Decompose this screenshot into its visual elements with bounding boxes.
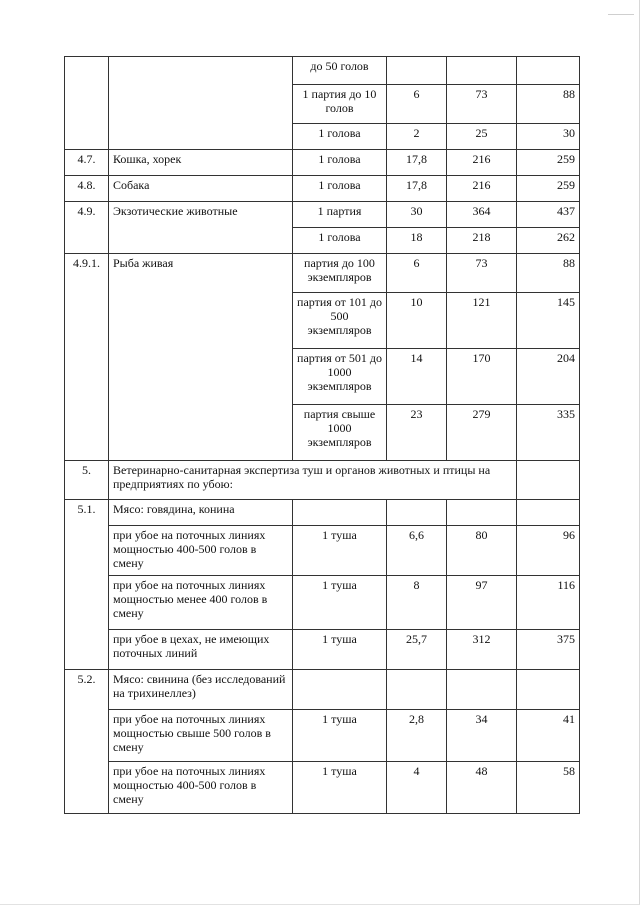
value-cell xyxy=(387,500,447,526)
table-row xyxy=(65,710,580,762)
table-row xyxy=(65,202,580,228)
item-name-cell: при убое в цехах, не имеющих поточных линий xyxy=(109,630,293,670)
value-cell: 437 xyxy=(517,202,580,228)
value-cell: 30 xyxy=(387,202,447,228)
unit-cell: партия от 101 до 500 экземпляров xyxy=(293,293,387,349)
value-cell: 6,6 xyxy=(387,526,447,576)
value-cell: 23 xyxy=(387,405,447,461)
table-row xyxy=(65,526,580,576)
item-name-cell: Мясо: говядина, конина xyxy=(109,500,293,526)
value-cell: 259 xyxy=(517,176,580,202)
value-cell: 116 xyxy=(517,576,580,630)
unit-cell: до 50 голов xyxy=(293,57,387,85)
value-cell: 216 xyxy=(447,150,517,176)
item-number-cell: 5.2. xyxy=(65,670,109,814)
unit-cell: 1 голова xyxy=(293,176,387,202)
table-row xyxy=(65,461,580,500)
unit-cell: партия свыше 1000 экземпляров xyxy=(293,405,387,461)
item-name-cell: Собака xyxy=(109,176,293,202)
value-cell: 4 xyxy=(387,762,447,814)
value-cell: 259 xyxy=(517,150,580,176)
item-name-cell: Кошка, хорек xyxy=(109,150,293,176)
item-name-cell: при убое на поточных линиях мощностью 400-500 голов в смену xyxy=(109,526,293,576)
value-cell: 30 xyxy=(517,124,580,150)
value-cell xyxy=(447,500,517,526)
item-number-cell: 4.9. xyxy=(65,202,109,254)
value-cell: 88 xyxy=(517,85,580,124)
value-cell: 312 xyxy=(447,630,517,670)
unit-cell: 1 партия xyxy=(293,202,387,228)
value-cell: 17,8 xyxy=(387,150,447,176)
unit-cell: 1 туша xyxy=(293,576,387,630)
item-number-cell: 5.1. xyxy=(65,500,109,670)
scan-corner-mark xyxy=(608,0,634,15)
value-cell: 170 xyxy=(447,349,517,405)
unit-cell: 1 туша xyxy=(293,630,387,670)
value-cell: 34 xyxy=(447,710,517,762)
value-cell: 14 xyxy=(387,349,447,405)
item-number-cell: 5. xyxy=(65,461,109,500)
item-name-cell: при убое на поточных линиях мощностью менее 400 голов в смену xyxy=(109,576,293,630)
value-cell xyxy=(387,670,447,710)
value-cell: 262 xyxy=(517,228,580,254)
value-cell: 121 xyxy=(447,293,517,349)
unit-cell: 1 голова xyxy=(293,150,387,176)
unit-cell: 1 туша xyxy=(293,762,387,814)
value-cell xyxy=(447,670,517,710)
unit-cell: 1 голова xyxy=(293,124,387,150)
value-cell: 8 xyxy=(387,576,447,630)
value-cell: 48 xyxy=(447,762,517,814)
value-cell: 2,8 xyxy=(387,710,447,762)
value-cell xyxy=(517,57,580,85)
item-number-cell: 4.9.1. xyxy=(65,254,109,461)
value-cell: 58 xyxy=(517,762,580,814)
value-cell: 145 xyxy=(517,293,580,349)
value-cell xyxy=(517,461,580,500)
value-cell: 2 xyxy=(387,124,447,150)
value-cell: 6 xyxy=(387,254,447,293)
value-cell: 88 xyxy=(517,254,580,293)
value-cell: 96 xyxy=(517,526,580,576)
value-cell: 218 xyxy=(447,228,517,254)
value-cell xyxy=(517,500,580,526)
value-cell: 80 xyxy=(447,526,517,576)
table-row xyxy=(65,670,580,710)
value-cell xyxy=(447,57,517,85)
value-cell: 6 xyxy=(387,85,447,124)
value-cell: 10 xyxy=(387,293,447,349)
value-cell: 204 xyxy=(517,349,580,405)
unit-cell: 1 партия до 10 голов xyxy=(293,85,387,124)
section-title-cell: Ветеринарно-санитарная экспертиза туш и органов животных и птицы на предприятиях по убою: xyxy=(109,461,517,500)
unit-cell xyxy=(293,670,387,710)
item-number-cell xyxy=(65,57,109,150)
value-cell: 73 xyxy=(447,85,517,124)
table-row xyxy=(65,57,580,85)
table-row xyxy=(65,176,580,202)
value-cell: 17,8 xyxy=(387,176,447,202)
item-number-cell: 4.8. xyxy=(65,176,109,202)
unit-cell xyxy=(293,500,387,526)
item-name-cell: при убое на поточных линиях мощностью 400-500 голов в смену xyxy=(109,762,293,814)
item-name-cell: Рыба живая xyxy=(109,254,293,461)
value-cell: 364 xyxy=(447,202,517,228)
table-row xyxy=(65,150,580,176)
value-cell: 25,7 xyxy=(387,630,447,670)
value-cell: 97 xyxy=(447,576,517,630)
value-cell: 41 xyxy=(517,710,580,762)
table-row xyxy=(65,254,580,293)
tariff-table xyxy=(64,56,580,814)
unit-cell: 1 туша xyxy=(293,526,387,576)
value-cell xyxy=(517,670,580,710)
item-name-cell: при убое на поточных линиях мощностью свыше 500 голов в смену xyxy=(109,710,293,762)
item-number-cell: 4.7. xyxy=(65,150,109,176)
table-row xyxy=(65,500,580,526)
value-cell: 375 xyxy=(517,630,580,670)
value-cell xyxy=(387,57,447,85)
value-cell: 335 xyxy=(517,405,580,461)
table-row xyxy=(65,762,580,814)
item-name-cell: Экзотические животные xyxy=(109,202,293,254)
value-cell: 279 xyxy=(447,405,517,461)
table-row xyxy=(65,630,580,670)
unit-cell: партия до 100 экземпляров xyxy=(293,254,387,293)
item-name-cell: Мясо: свинина (без исследований на трихинеллез) xyxy=(109,670,293,710)
value-cell: 216 xyxy=(447,176,517,202)
table-row xyxy=(65,576,580,630)
unit-cell: 1 голова xyxy=(293,228,387,254)
value-cell: 18 xyxy=(387,228,447,254)
value-cell: 25 xyxy=(447,124,517,150)
unit-cell: партия от 501 до 1000 экземпляров xyxy=(293,349,387,405)
value-cell: 73 xyxy=(447,254,517,293)
unit-cell: 1 туша xyxy=(293,710,387,762)
item-name-cell xyxy=(109,57,293,150)
